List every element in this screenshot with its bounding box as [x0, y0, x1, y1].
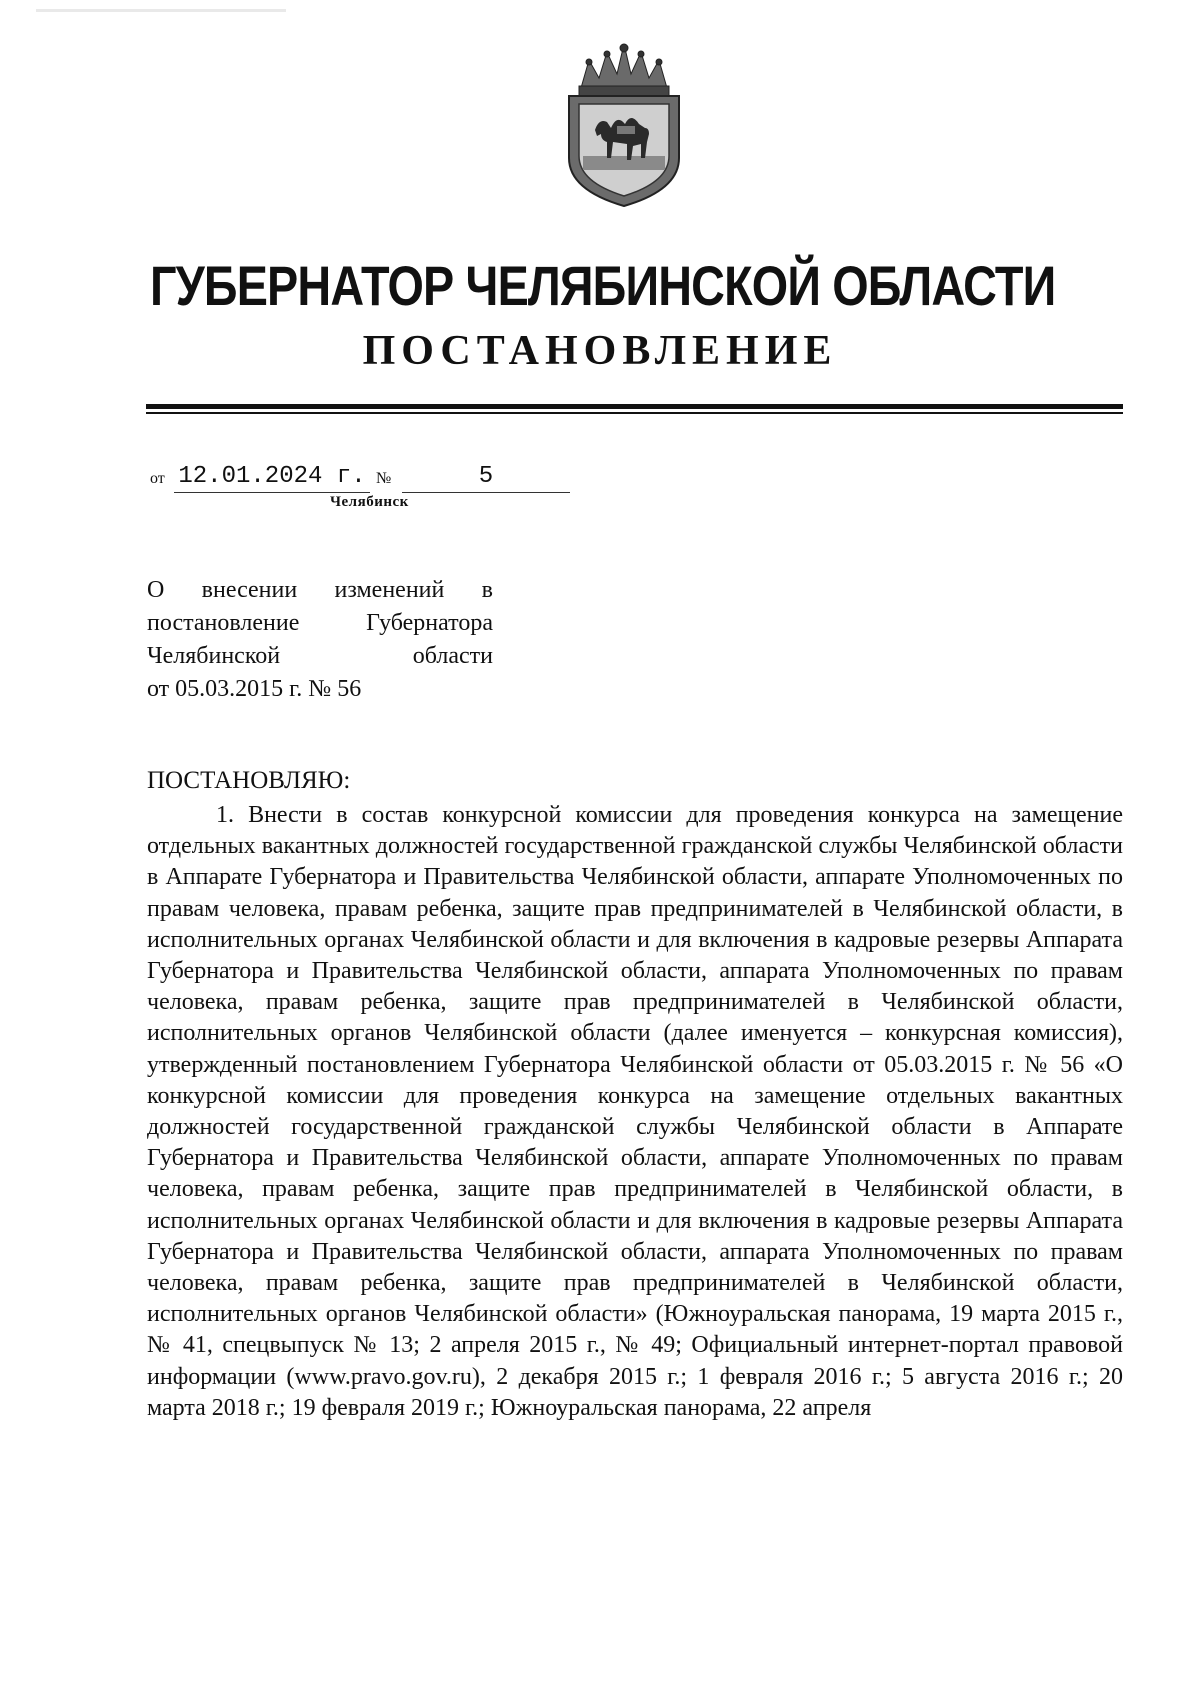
header-divider-thin — [146, 412, 1123, 414]
issue-city: Челябинск — [330, 494, 409, 510]
document-subject — [147, 574, 493, 706]
subject-line: Челябинской области — [147, 643, 493, 669]
document-reference — [150, 462, 580, 494]
document-number: 5 — [402, 462, 570, 493]
date-prefix: от — [150, 470, 165, 487]
header-divider-thick — [146, 404, 1123, 409]
number-prefix: № — [376, 470, 392, 487]
subject-line: О внесении изменений в — [147, 577, 493, 603]
coat-of-arms-icon — [561, 38, 687, 208]
document-type-title: ПОСТАНОВЛЕНИЕ — [362, 328, 838, 374]
resolution-heading: ПОСТАНОВЛЯЮ: — [147, 767, 351, 794]
subject-line: от 05.03.2015 г. № 56 — [147, 676, 362, 702]
scan-artifact — [36, 6, 286, 16]
subject-line: постановление Губернатора — [147, 610, 493, 636]
body-paragraph: 1. Внести в состав конкурсной комиссии для проведения конкурса на замещение отдельных вакантных должностей государственной гражданской службы Челябинской области в Аппарате Губернатора и Правительства Челябинской области, аппарате Уполномоченных по правам человека, правам ребенка, защите прав предпринимателей в Челябинской области, в исполнительных органах Челябинской области и для включения в кадровые резервы Аппарата Губернатора и Правительства Челябинской области, аппарата Уполномоченных по правам человека, правам ребенка, защите прав предпринимателей в Челябинской области, исполнительных органов Челябинской области (далее именуется – конкурсная комиссия), утвержденный постановлением Губернатора Челябинской области от 05.03.2015 г. № 56 «О конкурсной комиссии для проведения конкурса на замещение отдельных вакантных должностей государственной гражданской службы Челябинской области в Аппарате Губернатора и Правительства Челябинской области, аппарате Уполномоченных по правам человека, правам ребенка, защите прав предпринимателей в Челябинской области, в исполнительных органах Челябинской области и для включения в кадровые резервы Аппарата Губернатора и Правительства Челябинской области, аппарата Уполномоченных по правам человека, правам ребенка, защите прав предпринимателей в Челябинской области, исполнительных органов Челябинской области» (Южноуральская панорама, 19 марта 2015 г., № 41, спецвыпуск № 13; 2 апреля 2015 г., № 49; Официальный интернет-портал правовой информации (www.pravo.gov.ru), 2 декабря 2015 г.; 1 февраля 2016 г.; 5 августа 2016 г.; 20 марта 2018 г.; 19 февраля 2019 г.; Южноуральская панорама, 22 апреля — [147, 802, 1123, 1421]
document-date: 12.01.2024 г. — [174, 462, 370, 493]
issuing-authority-title: ГУБЕРНАТОР ЧЕЛЯБИНСКОЙ ОБЛАСТИ — [150, 254, 1056, 317]
